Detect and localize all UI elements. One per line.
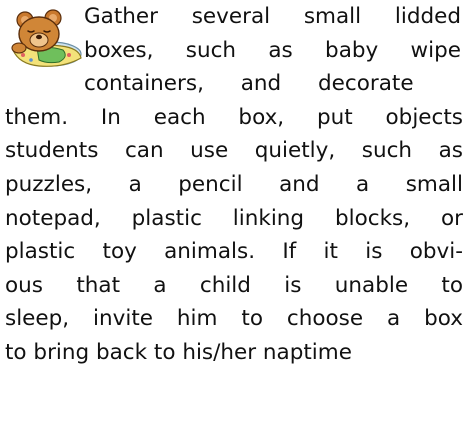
text-line-10: sleep, invite him to choose a box	[5, 306, 463, 332]
text-line-4: them. In each box, put objects	[5, 104, 463, 130]
text-line-3	[5, 67, 461, 101]
text-line-3-content: containers, and decorate	[84, 71, 414, 97]
instructions-paragraph	[5, 0, 463, 370]
text-line-6: puzzles, a pencil and a small	[5, 171, 463, 197]
text-line-1	[5, 0, 461, 34]
text-line-2	[5, 34, 461, 68]
text-line-8: plastic toy animals. If it is obvi-	[5, 239, 463, 265]
text-line-5: students can use quietly, such as	[5, 138, 463, 164]
text-line-2-content: boxes, such as baby wipe	[84, 37, 461, 63]
text-line-11: to bring back to his/her naptime	[5, 339, 352, 365]
text-line-1-content: Gather several small lidded	[84, 4, 461, 29]
text-line-7: notepad, plastic linking blocks, or	[5, 205, 463, 231]
text-line-9: ous that a child is unable to	[5, 272, 463, 298]
